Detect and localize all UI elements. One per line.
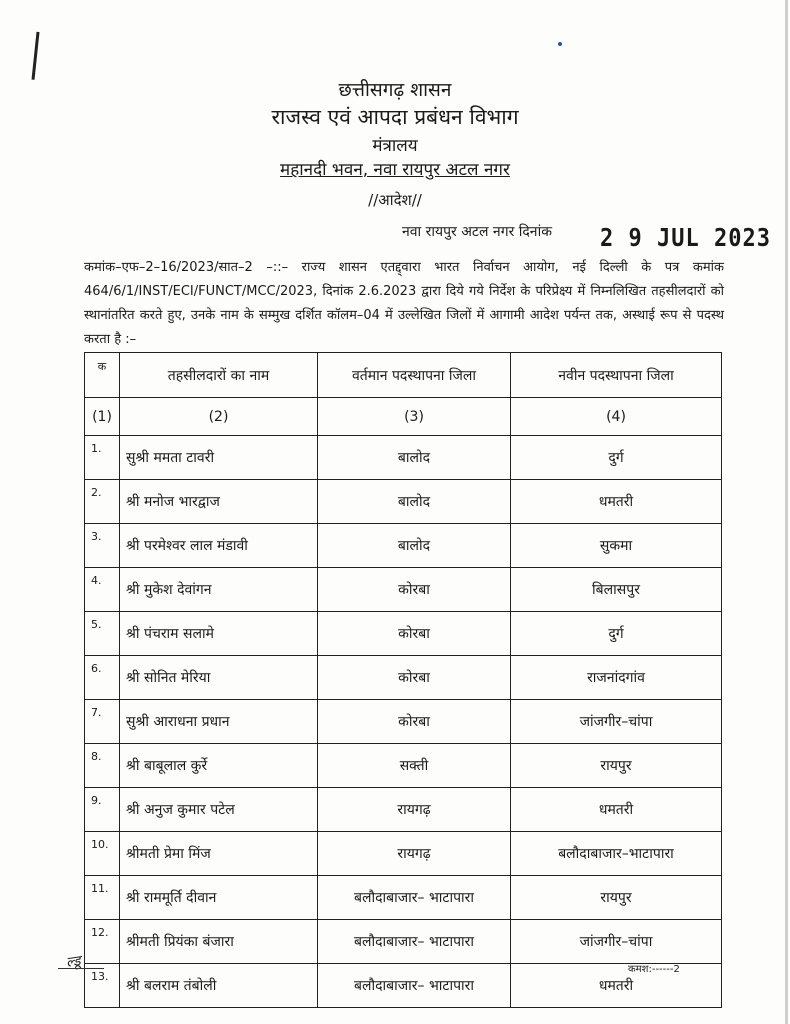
header-serial: क: [85, 353, 120, 398]
current-district: बलौदाबाजार– भाटापारा: [318, 876, 511, 920]
officer-name: श्रीमती प्रेमा मिंज: [120, 832, 318, 876]
new-district: जांजगीर–चांपा: [511, 920, 722, 964]
new-district: बलौदाबाजार–भाटापारा: [511, 832, 722, 876]
new-district: जांजगीर–चांपा: [511, 700, 722, 744]
current-district: बलौदाबाजार– भाटापारा: [318, 920, 511, 964]
table-row: [85, 744, 722, 788]
table-row: [85, 700, 722, 744]
serial-number: 2.: [85, 480, 120, 524]
officer-name: श्रीमती प्रियंका बंजारा: [120, 920, 318, 964]
current-district: बालोद: [318, 480, 511, 524]
current-district: रायगढ़: [318, 788, 511, 832]
table-row: [85, 832, 722, 876]
serial-number: 9.: [85, 788, 120, 832]
current-district: कोरबा: [318, 700, 511, 744]
serial-number: 7.: [85, 700, 120, 744]
header-ministry: मंत्रालय: [372, 136, 418, 156]
new-district: दुर्ग: [511, 612, 722, 656]
serial-number: 8.: [85, 744, 120, 788]
officer-name: सुश्री ममता टावरी: [120, 436, 318, 480]
serial-number: 5.: [85, 612, 120, 656]
table-row: [85, 920, 722, 964]
table-row: [85, 612, 722, 656]
officer-name: श्री सोनित मेरिया: [120, 656, 318, 700]
officer-name: श्री मनोज भारद्वाज: [120, 480, 318, 524]
officer-name: श्री पंचराम सलामे: [120, 612, 318, 656]
serial-number: 10.: [85, 832, 120, 876]
table-row: [85, 788, 722, 832]
serial-number: 13.: [85, 964, 120, 1008]
header-government: छत्तीसगढ़ शासन: [338, 79, 452, 101]
column-number: (3): [318, 398, 511, 436]
order-title: //आदेश//: [368, 191, 422, 209]
officer-name: श्री बलराम तंबोली: [120, 964, 318, 1008]
column-number: (2): [120, 398, 318, 436]
serial-number: 3.: [85, 524, 120, 568]
officer-name: श्री अनुज कुमार पटेल: [120, 788, 318, 832]
officer-name: श्री राममूर्ति दीवान: [120, 876, 318, 920]
header-new-district: नवीन पदस्थापना जिला: [511, 353, 722, 398]
table-header-row: [85, 353, 722, 398]
signature: ल्डू: [65, 953, 82, 971]
header-address: महानदी भवन, नवा रायपुर अटल नगर: [280, 160, 510, 180]
table-row: [85, 524, 722, 568]
officer-name: सुश्री आराधना प्रधान: [120, 700, 318, 744]
new-district: सुकमा: [511, 524, 722, 568]
new-district: दुर्ग: [511, 436, 722, 480]
officer-name: श्री परमेश्वर लाल मंडावी: [120, 524, 318, 568]
serial-number: 12.: [85, 920, 120, 964]
transfer-table: [84, 352, 722, 1008]
table-body: [85, 436, 722, 1008]
current-district: कोरबा: [318, 568, 511, 612]
pen-mark: [32, 32, 44, 80]
table-row: [85, 656, 722, 700]
current-district: बालोद: [318, 436, 511, 480]
page-continuation: कमश:------2: [628, 964, 680, 975]
date-stamp: 2 9 JUL 2023: [600, 224, 771, 253]
order-paragraph: कमांक–एफ–2–16/2023/सात–2 –::– राज्य शासन एतद्द्वारा भारत निर्वाचन आयोग, नई दिल्ली के पत्र कमांक 464/6/1/INST/ECI/FUNCT/MCC/2023, दिनांक 2.6.2023 द्वारा दिये गये निर्देश के परिप्रेक्ष्य में निम्नलिखित तहसीलदारों को स्थानांतरित करते हुए, उनके नाम के सम्मुख दर्शित कॉलम–04 में उल्लेखित जिलों में आगामी आदेश पर्यन्त तक, अस्थाई रूप से पदस्थ करता है :–: [84, 260, 724, 347]
dateline: नवा रायपुर अटल नगर दिनांक: [402, 224, 552, 240]
serial-number: 11.: [85, 876, 120, 920]
new-district: धमतरी: [511, 788, 722, 832]
new-district: बिलासपुर: [511, 568, 722, 612]
header-name: तहसीलदारों का नाम: [120, 353, 318, 398]
header-current-district: वर्तमान पदस्थापना जिला: [318, 353, 511, 398]
table-row: [85, 568, 722, 612]
current-district: सक्ती: [318, 744, 511, 788]
signature-line: [58, 968, 104, 969]
current-district: कोरबा: [318, 612, 511, 656]
new-district: धमतरी: [511, 964, 722, 1008]
new-district: धमतरी: [511, 480, 722, 524]
officer-name: श्री मुकेश देवांगन: [120, 568, 318, 612]
table-row: [85, 876, 722, 920]
table-row: [85, 964, 722, 1008]
ink-dot: [558, 42, 562, 46]
serial-number: 6.: [85, 656, 120, 700]
current-district: बलौदाबाजार– भाटापारा: [318, 964, 511, 1008]
table-row: [85, 436, 722, 480]
current-district: रायगढ़: [318, 832, 511, 876]
new-district: रायपुर: [511, 876, 722, 920]
new-district: राजनांदगांव: [511, 656, 722, 700]
column-number: (4): [511, 398, 722, 436]
current-district: बालोद: [318, 524, 511, 568]
current-district: कोरबा: [318, 656, 511, 700]
officer-name: श्री बाबूलाल कुर्रे: [120, 744, 318, 788]
column-number-row: [85, 398, 722, 436]
header-department: राजस्व एवं आपदा प्रबंधन विभाग: [271, 105, 519, 129]
table-row: [85, 480, 722, 524]
serial-number: 4.: [85, 568, 120, 612]
column-number: (1): [85, 398, 120, 436]
serial-number: 1.: [85, 436, 120, 480]
new-district: रायपुर: [511, 744, 722, 788]
